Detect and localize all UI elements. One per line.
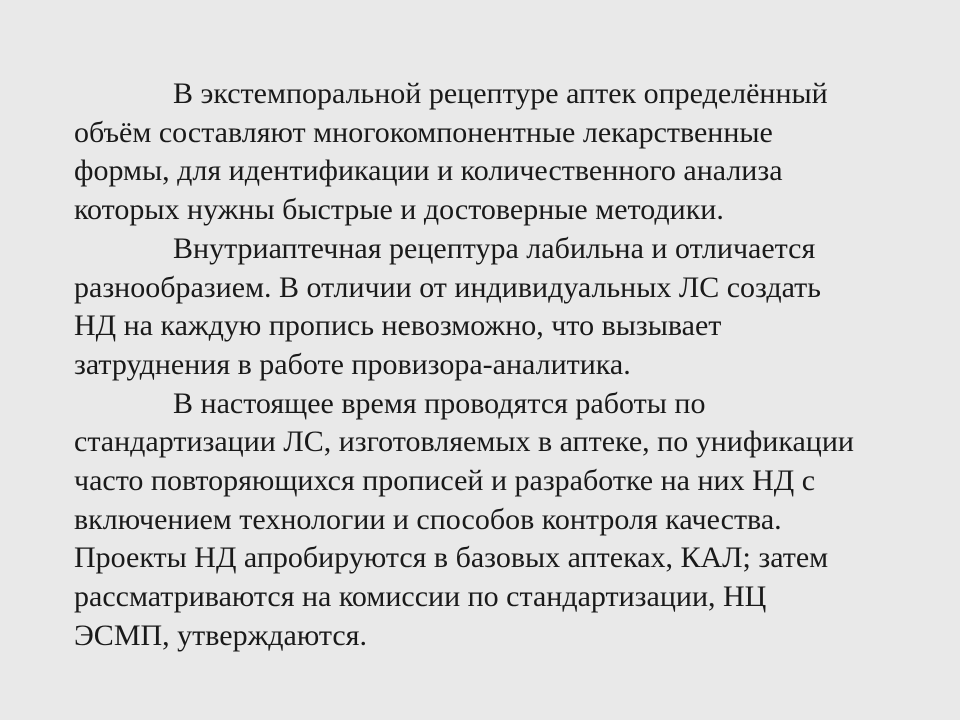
paragraph-3 [74, 385, 924, 656]
paragraph-line: формы, для идентификации и количественного анализа [74, 154, 783, 188]
paragraph-line: Внутриаптечная рецептура лабильна и отличается [173, 231, 816, 265]
paragraph-line: рассматриваются на комиссии по стандартизации, НЦ [74, 580, 767, 614]
paragraph-line: затруднения в работе провизора-аналитика. [74, 347, 631, 381]
paragraph-line: Проекты НД апробируются в базовых аптеках, КАЛ; затем [74, 541, 829, 575]
paragraph-2 [74, 230, 924, 385]
paragraph-line: НД на каждую пропись невозможно, что вызывает [74, 309, 722, 343]
paragraph-line: часто повторяющихся прописей и разработке на них НД с [74, 464, 816, 498]
paragraph-line: разнообразием. В отличии от индивидуальных ЛС создать [74, 270, 821, 304]
paragraph-line: стандартизации ЛС, изготовляемых в аптеке, по унификации [74, 425, 854, 459]
paragraph-line: В экстемпоральной рецептуре аптек определённый [173, 77, 828, 110]
slide-text-body [74, 75, 924, 656]
paragraph-line: объём составляют многокомпонентные лекарственные [74, 115, 773, 149]
paragraph-line: которых нужны быстрые и достоверные методики. [74, 193, 724, 227]
paragraph-line: В настоящее время проводятся работы по [173, 386, 706, 420]
paragraph-1 [74, 75, 924, 230]
paragraph-line: включением технологии и способов контроля качества. [74, 502, 782, 536]
paragraph-line: ЭСМП, утверждаются. [74, 618, 367, 652]
